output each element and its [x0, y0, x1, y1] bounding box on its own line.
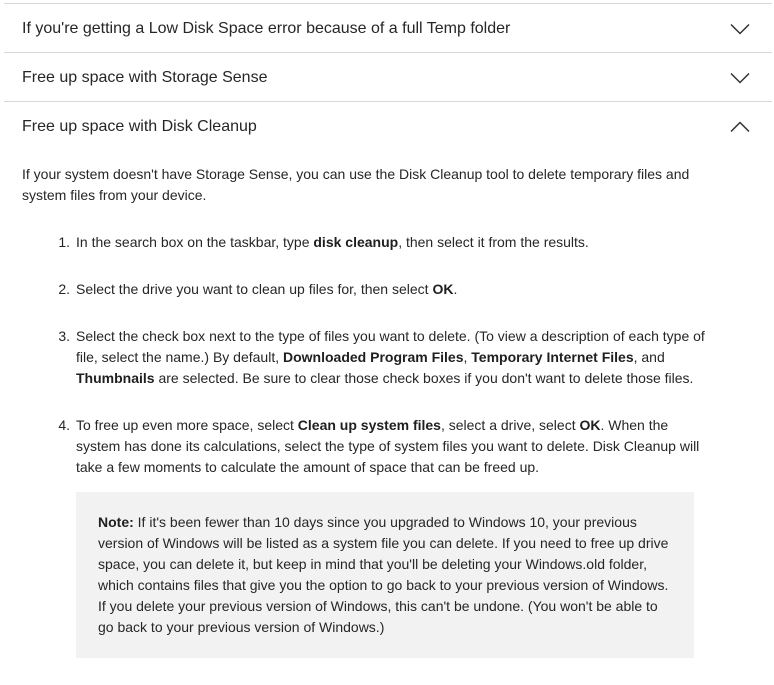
step-number: 4. [58, 417, 70, 433]
accordion-item-disk-cleanup [4, 101, 772, 151]
chevron-down-icon[interactable] [730, 23, 750, 35]
steps-list [22, 232, 712, 478]
accordion-header-disk-cleanup[interactable] [4, 102, 772, 151]
step-item [22, 326, 712, 389]
step-item [22, 232, 712, 253]
accordion-item-temp-folder [4, 3, 772, 53]
step-item [22, 415, 712, 478]
accordion-item-storage-sense [4, 52, 772, 102]
accordion-title: Free up space with Disk Cleanup [22, 117, 257, 135]
step-text: In the search box on the taskbar, type disk cleanup, then select it from the results. [76, 234, 589, 250]
step-item [22, 279, 712, 300]
step-text: Select the drive you want to clean up files for, then select OK. [76, 281, 458, 297]
note-text: If it's been fewer than 10 days since you upgraded to Windows 10, your previous version of Windows will be listed as a system file you can delete. If you need to free up drive space, you can delete it, but keep in mind that you'll be deleting your Windows.old folder, which contains files that give you the option to go back to your previous version of Windows. If you delete your previous version of Windows, this can't be undone. (You won't be able to go back to your previous version of Windows.) [98, 514, 669, 635]
accordion-header-temp-folder[interactable] [4, 4, 772, 53]
accordion-title: If you're getting a Low Disk Space error because of a full Temp folder [22, 19, 511, 37]
step-number: 1. [58, 234, 70, 250]
intro-paragraph: If your system doesn't have Storage Sense, you can use the Disk Cleanup tool to delete temporary files and system files from your device. [22, 166, 690, 203]
step-text: Select the check box next to the type of files you want to delete. (To view a description of each type of file, select the name.) By default, Downloaded Program Files, Temporary Internet Files, and Thumbnails are selected. Be sure to clear those check boxes if you don't want to delete those files. [76, 328, 705, 386]
step-number: 3. [58, 328, 70, 344]
accordion-title: Free up space with Storage Sense [22, 68, 268, 86]
chevron-down-icon[interactable] [730, 72, 750, 84]
note-box [76, 492, 694, 658]
chevron-up-icon[interactable] [730, 121, 750, 133]
step-number: 2. [58, 281, 70, 297]
step-text: To free up even more space, select Clean up system files, select a drive, select OK. When the system has done its calculations, select the type of system files you want to delete. Disk Cleanup will take a few moments to calculate the amount of space that can be freed up. [76, 417, 700, 475]
disk-cleanup-content [22, 164, 712, 658]
accordion-header-storage-sense[interactable] [4, 53, 772, 102]
note-label: Note: [98, 514, 134, 530]
